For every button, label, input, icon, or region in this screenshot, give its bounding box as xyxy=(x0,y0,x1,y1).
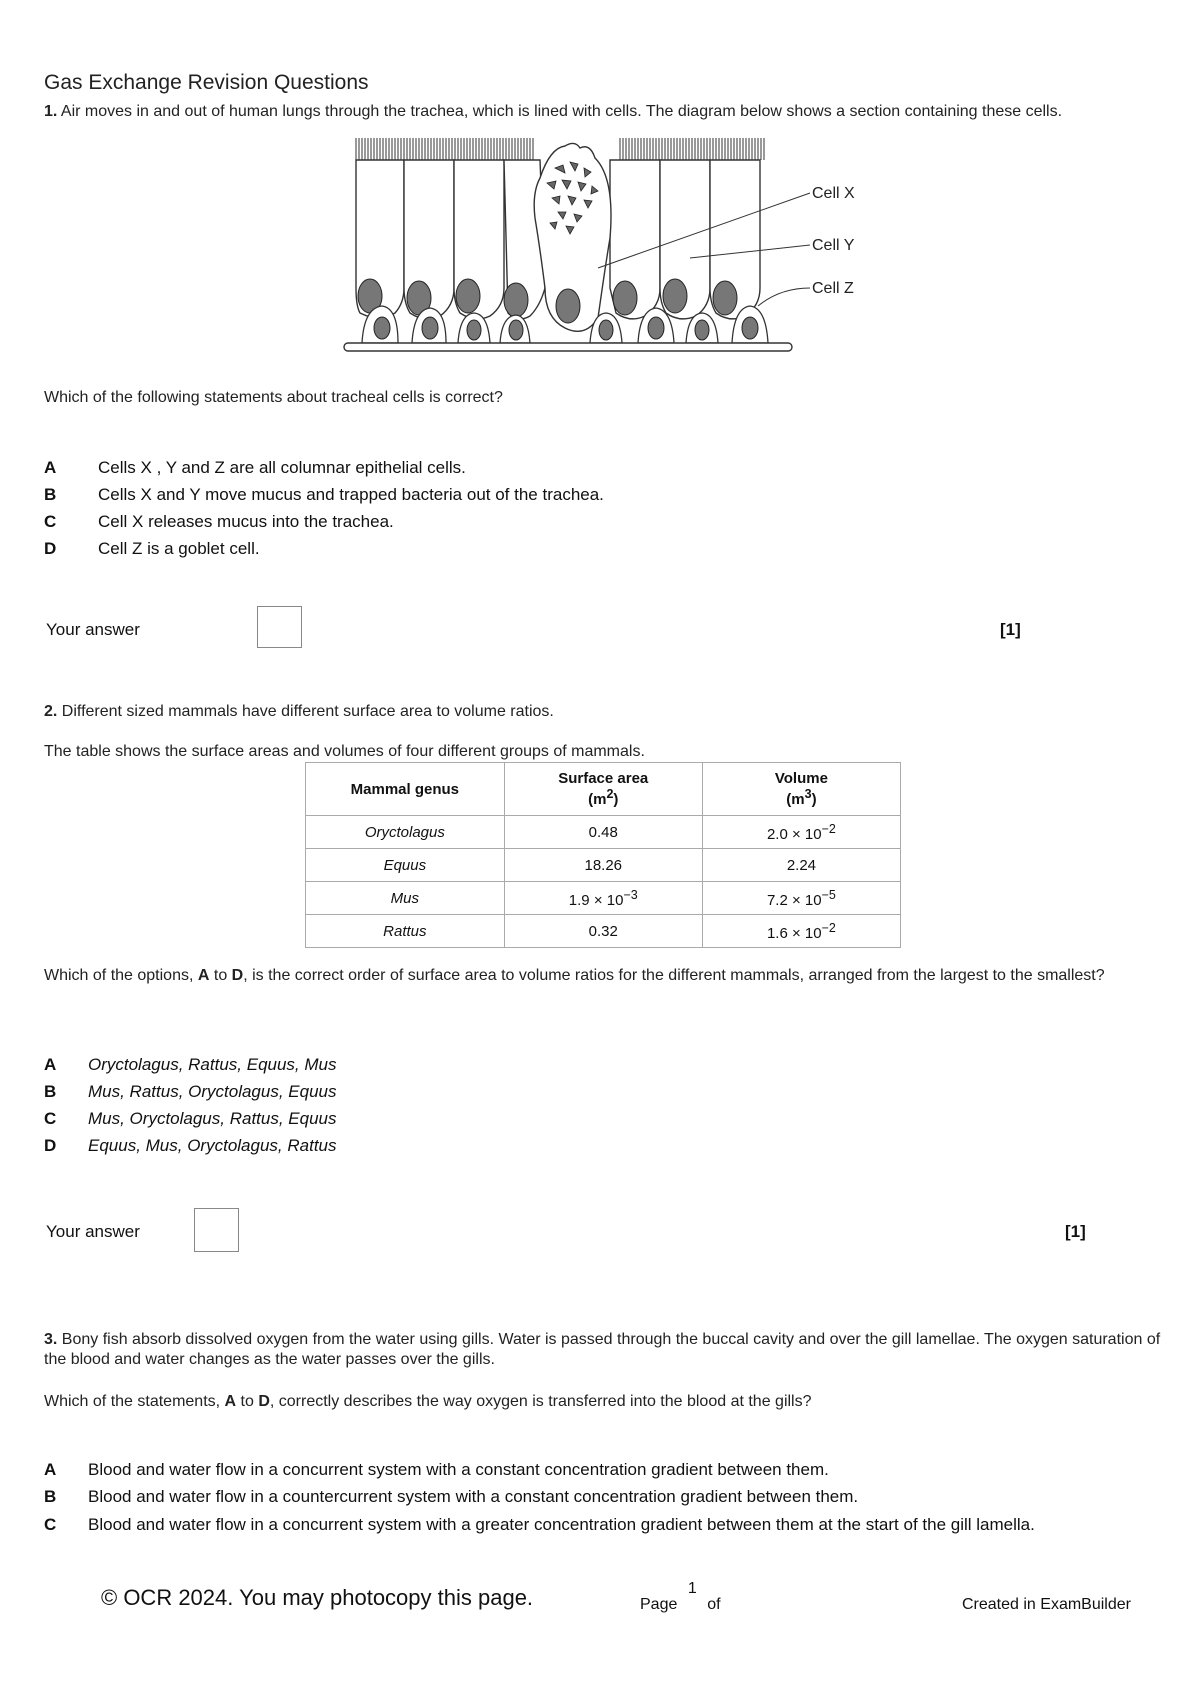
q1-text: Air moves in and out of human lungs through the trachea, which is lined with cells. The diagram below shows a section containing these cells. xyxy=(60,103,1063,120)
q3-prompt xyxy=(44,1392,1154,1412)
header-volume-label: Volume xyxy=(774,770,828,787)
option-text: Cells X , Y and Z are all columnar epithelial cells. xyxy=(98,458,466,477)
table-row xyxy=(306,915,901,948)
genus-cell: Oryctolagus xyxy=(306,816,505,849)
q2-option-c xyxy=(44,1109,337,1136)
unit: (m xyxy=(588,791,607,808)
area-cell xyxy=(504,882,702,915)
q1-option-d xyxy=(44,539,604,566)
label-cell-x: Cell X xyxy=(812,185,855,202)
option-letter: C xyxy=(44,1514,57,1534)
q2-answer-label: Your answer xyxy=(46,1222,140,1241)
cilia-right xyxy=(620,138,764,160)
option-letter: B xyxy=(44,485,57,504)
header-surface-area-label: Surface area xyxy=(558,770,649,787)
q3-number: 3. xyxy=(44,1331,58,1348)
q1-option-a xyxy=(44,458,604,485)
q2-option-b xyxy=(44,1082,337,1109)
q1-number: 1. xyxy=(44,103,58,120)
cilia-left xyxy=(356,138,533,160)
q1-stem xyxy=(44,102,1164,122)
q2-option-d xyxy=(44,1136,337,1163)
option-text: Blood and water flow in a concurrent system with a greater concentration gradient between them at the start of the gill lamella. xyxy=(88,1515,1035,1534)
page-number: 1 xyxy=(687,1580,697,1597)
q2-table-intro: The table shows the surface areas and volumes of four different groups of mammals. xyxy=(44,743,645,760)
unit-close: ) xyxy=(811,791,817,808)
page-title: Gas Exchange Revision Questions xyxy=(44,71,369,94)
q3-option-b xyxy=(44,1487,1044,1514)
label-cell-y: Cell Y xyxy=(812,237,855,254)
q2-marks: [1] xyxy=(1065,1222,1086,1241)
footer-page xyxy=(640,1580,721,1613)
option-text: Blood and water flow in a concurrent system with a constant concentration gradient between them. xyxy=(88,1460,829,1479)
table-header-row xyxy=(306,763,901,816)
option-text: Oryctolagus, Rattus, Equus, Mus xyxy=(88,1055,337,1074)
unit-close: ) xyxy=(613,791,619,808)
header-genus: Mammal genus xyxy=(306,763,505,816)
area-cell: 18.26 xyxy=(504,849,702,882)
volume-cell xyxy=(702,882,900,915)
q1-prompt: Which of the following statements about tracheal cells is correct? xyxy=(44,389,503,406)
option-letter: C xyxy=(44,1109,57,1128)
area-cell: 0.32 xyxy=(504,915,702,948)
q3-stem xyxy=(44,1330,1164,1370)
q3-option-a xyxy=(44,1460,1044,1487)
basement-membrane xyxy=(344,343,792,351)
of-label: of xyxy=(707,1596,721,1613)
prompt-text: Which of the options, xyxy=(44,967,198,984)
label-cell-z: Cell Z xyxy=(812,280,854,297)
prompt-d: D xyxy=(258,1393,270,1410)
volume-exp: −2 xyxy=(821,821,836,836)
volume-cell: 2.24 xyxy=(702,849,900,882)
option-letter: B xyxy=(44,1082,57,1101)
q2-stem xyxy=(44,702,554,722)
area-value: 1.9 × 10 xyxy=(568,891,624,909)
q1-marks: [1] xyxy=(1000,620,1021,639)
unit: (m xyxy=(786,791,805,808)
q1-option-c xyxy=(44,512,604,539)
prompt-a: A xyxy=(224,1393,237,1410)
q3-text: Bony fish absorb dissolved oxygen from the water using gills. Water is passed through the buccal cavity and over the gill lamellae. The oxygen saturation of the blood and water changes as the water passes over the gills. xyxy=(44,1331,1161,1368)
option-text: Cell X releases mucus into the trachea. xyxy=(98,512,394,531)
prompt-a: A xyxy=(197,967,210,984)
footer-created: Created in ExamBuilder xyxy=(962,1596,1131,1613)
prompt-text: Which of the statements, xyxy=(44,1393,225,1410)
table-row xyxy=(306,816,901,849)
option-letter: A xyxy=(44,1055,57,1074)
table-row xyxy=(306,882,901,915)
q2-answer-box[interactable] xyxy=(194,1208,239,1252)
q1-answer-label: Your answer xyxy=(46,620,140,639)
q1-answer-box[interactable] xyxy=(257,606,302,648)
option-letter: B xyxy=(44,1487,57,1506)
q1-options xyxy=(44,458,604,566)
genus-cell: Mus xyxy=(306,882,505,915)
prompt-text-end: , is the correct order of surface area to volume ratios for the different mammals, arranged from the largest to the smallest? xyxy=(243,967,1105,984)
option-letter: A xyxy=(44,1460,57,1479)
prompt-d: D xyxy=(231,967,244,984)
option-letter: C xyxy=(44,512,57,531)
q1-option-b xyxy=(44,485,604,512)
volume-value: 7.2 × 10 xyxy=(766,891,822,909)
option-text: Cells X and Y move mucus and trapped bacteria out of the trachea. xyxy=(98,485,604,504)
volume-cell xyxy=(702,816,900,849)
header-volume xyxy=(702,763,900,816)
option-text: Cell Z is a goblet cell. xyxy=(98,539,260,558)
volume-exp: −5 xyxy=(821,887,836,902)
option-text: Blood and water flow in a countercurrent system with a constant concentration gradient between them. xyxy=(88,1487,859,1506)
prompt-text-end: , correctly describes the way oxygen is transferred into the blood at the gills? xyxy=(269,1393,812,1410)
prompt-to: to xyxy=(236,1393,259,1410)
prompt-to: to xyxy=(209,967,232,984)
area-exp: −3 xyxy=(623,887,638,902)
option-letter: D xyxy=(44,1136,57,1155)
q3-option-c xyxy=(44,1514,1044,1535)
option-text: Equus, Mus, Oryctolagus, Rattus xyxy=(88,1136,337,1155)
option-letter: A xyxy=(44,458,57,477)
q2-prompt xyxy=(44,966,1154,986)
option-letter: D xyxy=(44,539,57,558)
mammal-table xyxy=(305,762,901,948)
volume-cell xyxy=(702,915,900,948)
volume-exp: −2 xyxy=(821,920,836,935)
volume-value: 1.6 × 10 xyxy=(766,924,822,942)
option-text: Mus, Oryctolagus, Rattus, Equus xyxy=(88,1109,337,1128)
genus-cell: Rattus xyxy=(306,915,505,948)
genus-cell: Equus xyxy=(306,849,505,882)
footer-copyright: © OCR 2024. You may photocopy this page. xyxy=(101,1585,534,1610)
option-text: Mus, Rattus, Oryctolagus, Equus xyxy=(88,1082,337,1101)
unit-exp: 3 xyxy=(804,787,812,801)
header-surface-area xyxy=(504,763,702,816)
area-cell: 0.48 xyxy=(504,816,702,849)
table-row xyxy=(306,849,901,882)
volume-value: 2.0 × 10 xyxy=(766,825,822,843)
q3-options xyxy=(44,1460,1044,1535)
tracheal-cells-diagram xyxy=(340,138,880,388)
q2-options xyxy=(44,1055,337,1163)
q2-option-a xyxy=(44,1055,337,1082)
page-label: Page xyxy=(640,1596,678,1613)
q2-number: 2. xyxy=(44,703,58,720)
q2-text: Different sized mammals have different surface area to volume ratios. xyxy=(61,703,554,720)
unit-exp: 2 xyxy=(606,787,614,801)
